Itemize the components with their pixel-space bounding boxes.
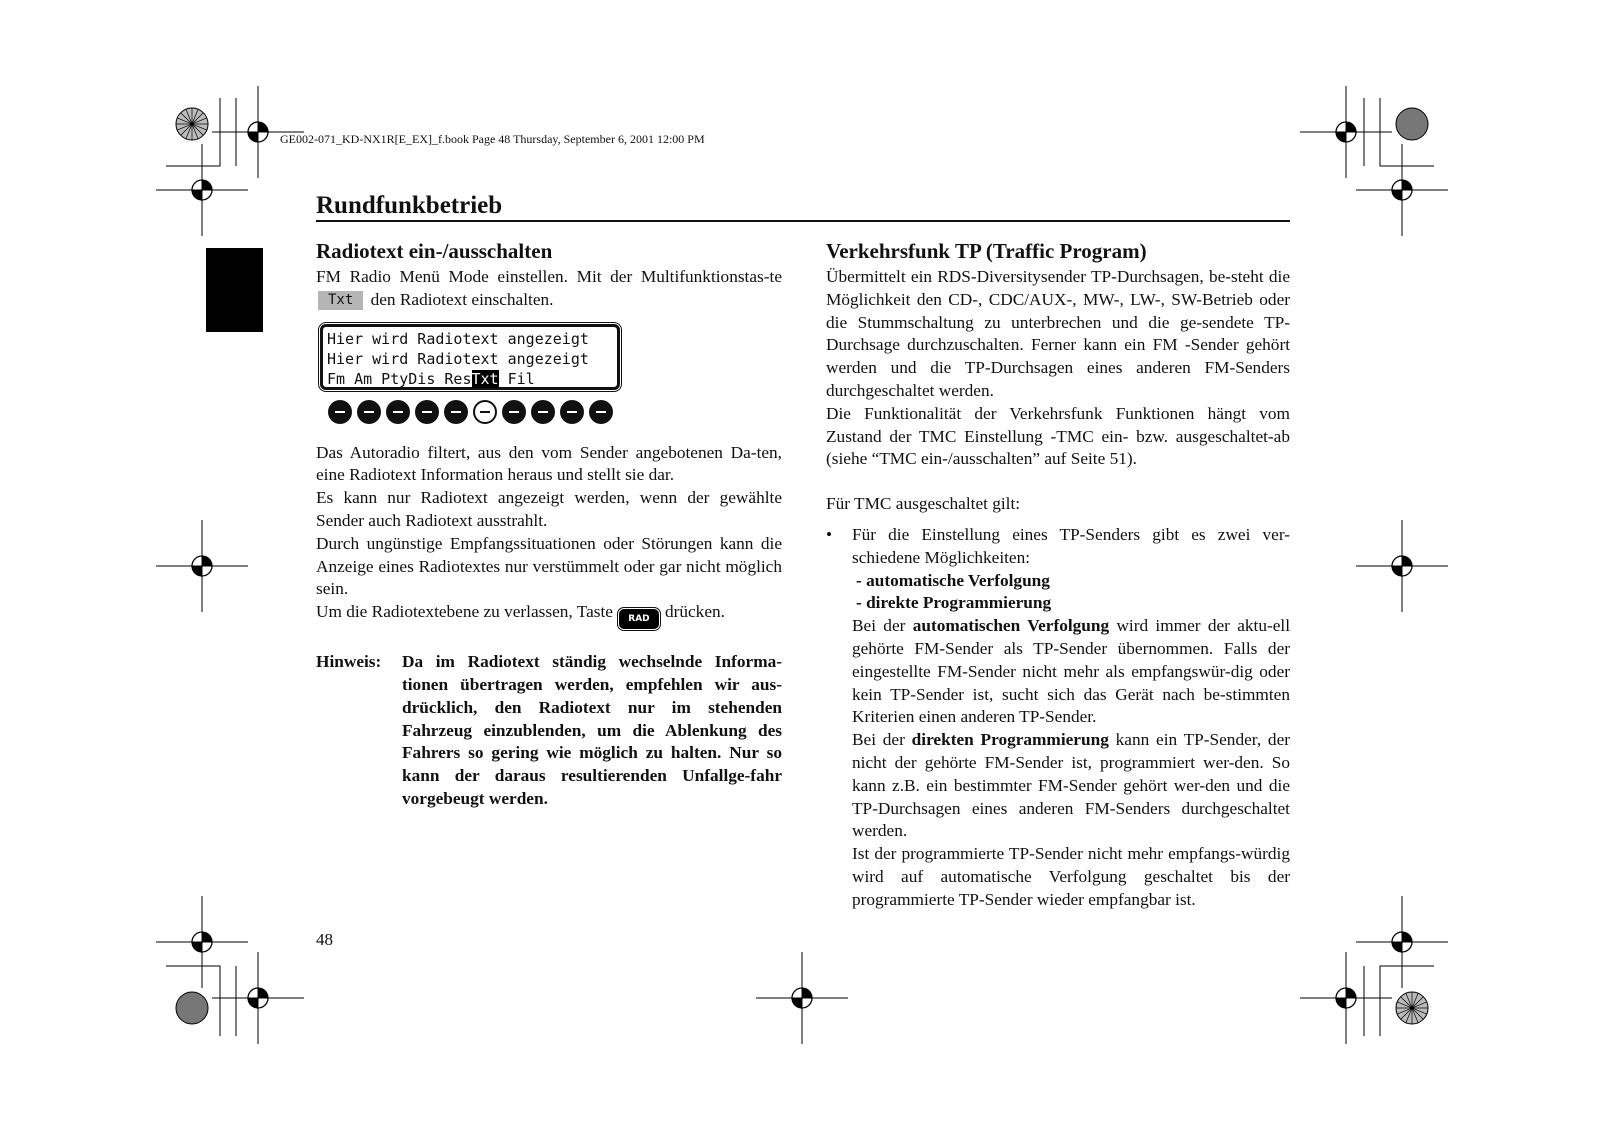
softkey-button-icon <box>531 400 555 424</box>
auto-post: wird immer der aktu-ell gehörte FM-Sender als TP-Sender übernommen. Falls der eingestellte FM-Sender nicht mehr als empfangswür-dig oder kein TP-Sender ist, sucht sich das Gerät nach be-stimmten Kriterien einen anderen TP-Sender. <box>852 616 1290 727</box>
option-direct: - direkte Programmierung <box>856 593 1052 613</box>
intro-text: FM Radio Menü Mode einstellen. Mit der Multifunktionstas-te <box>316 267 782 286</box>
paragraph-fallback: Ist der programmierte TP-Sender nicht mehr empfangs-würdig wird auf automatische Verfolgung geschaltet bis der programmierte TP-Sender wieder empfangbar ist. <box>852 844 1290 909</box>
traffic-program-heading: Verkehrsfunk TP (Traffic Program) <box>826 239 1147 263</box>
softkey-button-icon <box>502 400 526 424</box>
rad-key-icon: RAD <box>619 609 659 629</box>
note-text: Da im Radiotext ständig wechselnde Informa-tionen übertragen werden, empfehlen wir aus-drücklich, den Radiotext nur im stehenden Fahrzeug einzublenden, um die Ablenkung des Fahrers so gering wie möglich zu halten. Nur so kann der daraus resultierenden Unfallge-fahr vorgebeugt werden. <box>402 652 782 808</box>
paragraph-auto-tracking <box>852 615 1290 729</box>
exit-text-end: drücken. <box>664 602 725 622</box>
note-block <box>316 651 782 811</box>
auto-bold: automatischen Verfolgung <box>912 616 1110 636</box>
exit-text: Um die Radiotextebene zu verlassen, Taste <box>316 602 613 622</box>
paragraph-exit <box>316 601 782 629</box>
softkey-button-icon <box>560 400 584 424</box>
direct-post: kann ein TP-Sender, der nicht der gehörte FM-Sender ist, programmiert wer-den. So kann z.B. ein bestimmter FM-Sender gehört wer-den und die TP-Durchsagen eines anderen FM-Senders durchgeschaltet werden. <box>852 730 1290 841</box>
option-auto: - automatische Verfolgung <box>856 570 1050 590</box>
softkey-button-icon <box>328 400 352 424</box>
softkey-button-icon <box>386 400 410 424</box>
title-rule <box>316 220 1290 222</box>
note-label: Hinweis: <box>316 652 382 672</box>
direct-bold: direkten Programmierung <box>911 730 1109 750</box>
paragraph-tp-intro: Übermittelt ein RDS-Diversitysender TP-Durchsagen, be-steht die Möglichkeit den CD-, CDC/AUX-, MW-, LW-, SW-Betrieb oder die Stummschaltung zu unterbrechen und die ge-sendete TP-Durchsage durchzuschalten. Ferner kann ein FM -Sender gehört werden und die TP-Durchsagen eines anderen FM-Senders durchgeschaltet werden. <box>826 267 1290 400</box>
chapter-tab <box>206 248 263 332</box>
bullet-intro: Für die Einstellung eines TP-Senders gibt es zwei ver-schiedene Möglichkeiten: <box>852 524 1290 567</box>
section-title: Rundfunkbetrieb <box>316 192 503 219</box>
lcd-line-2: Hier wird Radiotext angezeigt <box>327 349 589 368</box>
file-info: GE002-071_KD-NX1R[E_EX]_f.book Page 48 Thursday, September 6, 2001 12:00 PM <box>280 132 705 146</box>
softkey-button-icon <box>357 400 381 424</box>
softkey-button-icon <box>415 400 439 424</box>
softkey-button-icon <box>589 400 613 424</box>
lcd-line-1: Hier wird Radiotext angezeigt <box>327 329 589 348</box>
paragraph-reception: Durch ungünstige Empfangssituationen oder Störungen kann die Anzeige eines Radiotextes nur verstümmelt oder gar nicht möglich sein. <box>316 533 782 599</box>
radio-display-illustration <box>316 324 782 432</box>
lcd-softkeys: Fm Am PtyDis Res <box>327 369 472 388</box>
paragraph-tmc-dependency: Die Funktionalität der Verkehrsfunk Funktionen hängt vom Zustand der TMC Einstellung -TMC ein- bzw. ausgeschaltet-ab (siehe “TMC ein-/ausschalten” auf Seite 51). <box>826 403 1290 469</box>
intro-text-end: den Radiotext einschalten. <box>370 289 554 309</box>
tmc-off-label: Für TMC ausgeschaltet gilt: <box>826 494 1021 514</box>
left-column <box>316 238 782 811</box>
bullet-icon: • <box>826 524 833 544</box>
direct-pre: Bei der <box>852 730 905 750</box>
lcd-line-3 <box>327 369 613 389</box>
lcd-txt-highlight: Txt <box>471 369 499 388</box>
bullet-body <box>852 524 1290 912</box>
lcd-display <box>320 324 620 390</box>
radiotext-intro <box>316 266 782 312</box>
auto-pre: Bei der <box>852 616 906 636</box>
paragraph-filter: Das Autoradio filtert, aus den vom Sender angebotenen Da-ten, eine Radiotext Information heraus und stellt sie dar. <box>316 442 782 485</box>
txt-key-icon: Txt <box>318 291 363 310</box>
radiotext-heading: Radiotext ein-/ausschalten <box>316 239 553 263</box>
softkey-button-selected-icon <box>473 400 497 424</box>
lcd-softkeys-end: Fil <box>498 369 535 388</box>
right-column <box>826 238 1290 912</box>
bullet-item <box>826 524 1290 912</box>
page-number: 48 <box>316 930 333 949</box>
paragraph-direct-programming <box>852 729 1290 843</box>
softkey-button-icon <box>444 400 468 424</box>
paragraph-availability: Es kann nur Radiotext angezeigt werden, wenn der gewählte Sender auch Radiotext ausstrahlt. <box>316 488 782 530</box>
